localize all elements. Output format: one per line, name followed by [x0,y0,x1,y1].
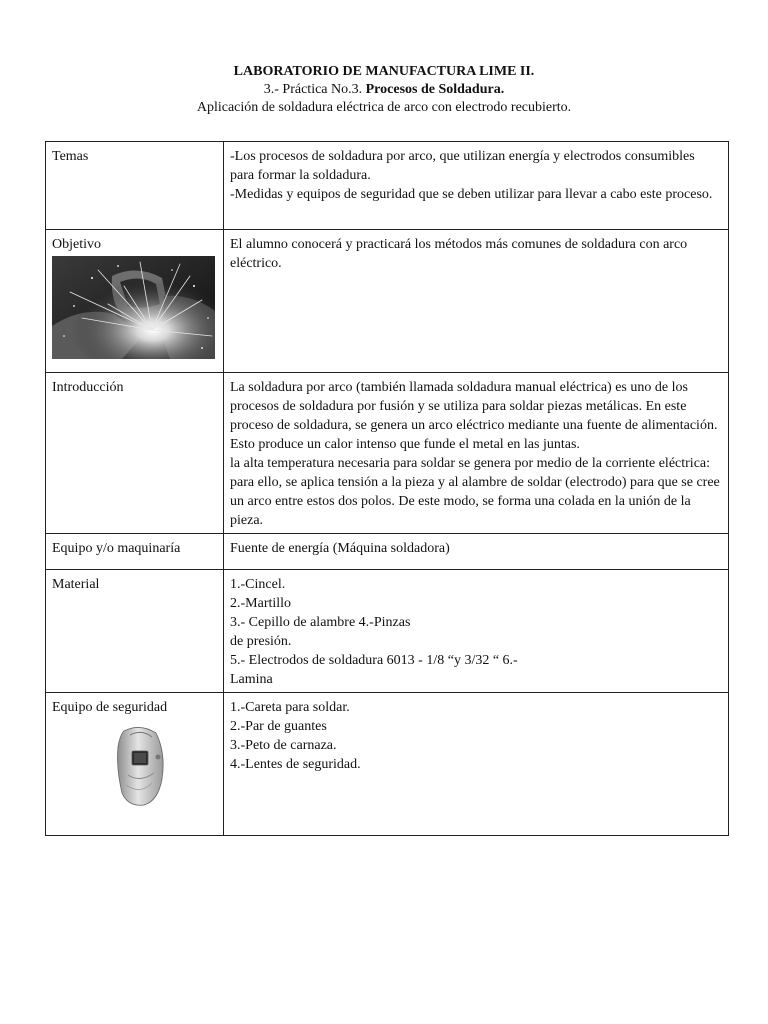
cell-seguridad [46,693,224,836]
document-header [0,63,768,117]
practice-line [0,81,768,99]
content-temas [224,142,729,230]
row-seguridad [46,693,729,836]
row-objetivo [46,230,729,373]
seguridad-item: 2.-Par de guantes [230,719,327,734]
material-item: de presión. [230,634,292,649]
introduccion-paragraph-1: La soldadura por arco (también llamada soldadura manual eléctrica) es uno de los procesos de soldadura por fusión y se utiliza para soldar piezas metálicas. En este proceso de soldadura, se genera un arco eléctrico mediante una fuente de alimentación. Esto produce un calor intenso que funde el metal en las juntas. [230,380,718,452]
cell-objetivo [46,230,224,373]
seguridad-item: 1.-Careta para soldar. [230,700,350,715]
document-title: LABORATORIO DE MANUFACTURA LIME II. [233,64,535,79]
label-material: Material [46,570,224,693]
content-material [224,570,729,693]
material-item: 5.- Electrodos de soldadura 6013 - 1/8 “y 3/32 “ 6.- [230,653,518,668]
row-material [46,570,729,693]
row-introduccion [46,373,729,534]
row-temas [46,142,729,230]
row-equipo [46,534,729,570]
introduccion-paragraph-2: la alta temperatura necesaria para soldar se genera por medio de la corriente eléctrica: para ello, se aplica tensión a la pieza y al alambre de soldar (electrodo) para que se cree un arco entre estos dos polos. De este modo, se forma una colada en la unión de la pieza. [230,456,720,528]
content-introduccion [224,373,729,534]
temas-line-2: -Medidas y equipos de seguridad que se deben utilizar para llevar a cabo este proceso. [230,187,713,202]
label-temas: Temas [46,142,224,230]
content-objetivo: El alumno conocerá y practicará los métodos más comunes de soldadura con arco eléctrico. [224,230,729,373]
material-item: 1.-Cincel. [230,577,286,592]
welder-photo [52,256,215,359]
temas-line-1: -Los procesos de soldadura por arco, que utilizan energía y electrodos consumibles para formar la soldadura. [230,149,695,183]
label-objetivo: Objetivo [52,237,101,252]
label-introduccion: Introducción [46,373,224,534]
practice-number: 3.- Práctica No.3. [263,82,366,97]
content-equipo: Fuente de energía (Máquina soldadora) [224,534,729,570]
seguridad-item: 3.-Peto de carnaza. [230,738,337,753]
document-subtitle: Aplicación de soldadura eléctrica de arco con electrodo recubierto. [196,100,572,115]
practice-name: Procesos de Soldadura. [365,82,505,97]
practice-table [45,141,729,836]
content-seguridad [224,693,729,836]
welding-helmet-photo [110,723,170,807]
label-equipo: Equipo y/o maquinaría [46,534,224,570]
material-item: 2.-Martillo [230,596,292,611]
material-item: Lamina [230,672,273,687]
seguridad-item: 4.-Lentes de seguridad. [230,757,361,772]
label-seguridad: Equipo de seguridad [52,700,168,715]
material-item: 3.- Cepillo de alambre 4.-Pinzas [230,615,411,630]
